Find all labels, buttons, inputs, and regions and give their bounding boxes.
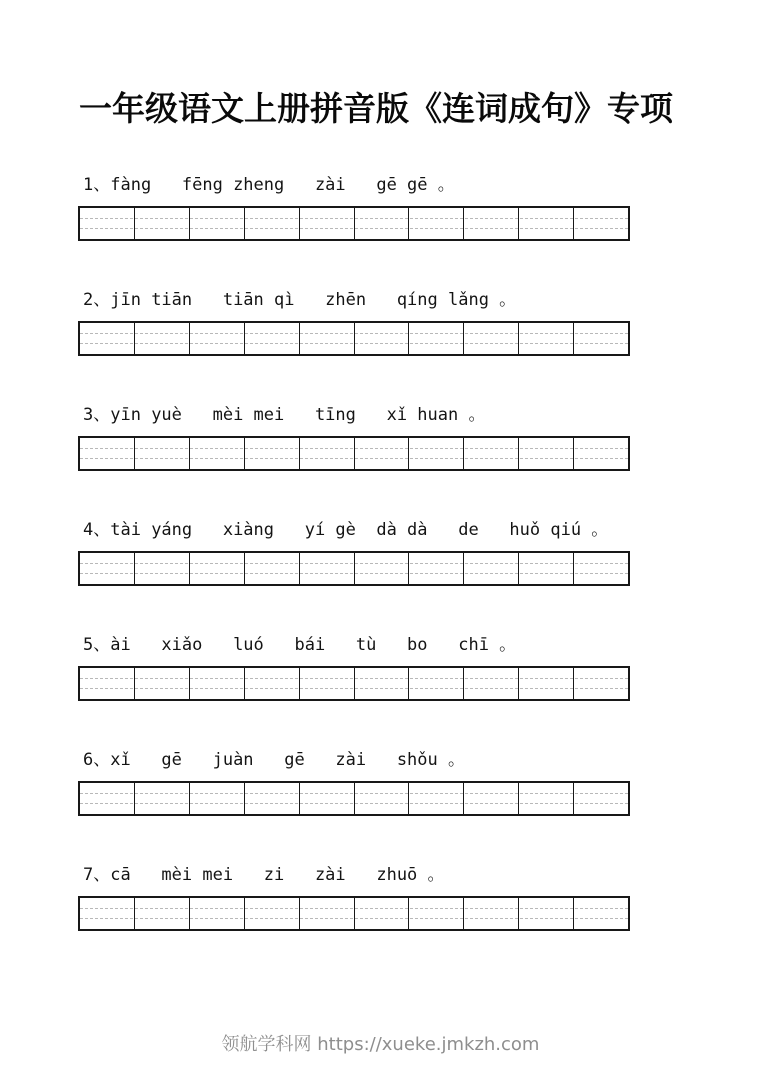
grid-cell[interactable]	[519, 668, 574, 699]
grid-cell[interactable]	[409, 208, 464, 239]
writing-grid	[78, 321, 630, 356]
grid-cell[interactable]	[190, 438, 245, 469]
exercise-pinyin: xǐ gē juàn gē zài shǒu 。	[110, 750, 466, 770]
grid-cell[interactable]	[409, 438, 464, 469]
exercise-sentence	[78, 860, 630, 890]
grid-cell[interactable]	[464, 208, 519, 239]
exercise-number: 5、	[83, 635, 111, 655]
grid-cell[interactable]	[464, 323, 519, 354]
grid-cell[interactable]	[574, 323, 628, 354]
grid-cell[interactable]	[245, 898, 300, 929]
grid-cell[interactable]	[190, 208, 245, 239]
grid-cell[interactable]	[519, 783, 574, 814]
grid-cell[interactable]	[464, 898, 519, 929]
exercise-pinyin: cā mèi mei zi zài zhuō 。	[110, 865, 445, 885]
grid-cell[interactable]	[300, 783, 355, 814]
grid-cell[interactable]	[190, 668, 245, 699]
exercise-row	[78, 515, 630, 586]
grid-cell[interactable]	[355, 898, 410, 929]
grid-cell[interactable]	[80, 668, 135, 699]
grid-cell[interactable]	[190, 323, 245, 354]
grid-cell[interactable]	[80, 323, 135, 354]
grid-cell[interactable]	[135, 668, 190, 699]
grid-cell[interactable]	[190, 783, 245, 814]
exercise-pinyin: jīn tiān tiān qì zhēn qíng lǎng 。	[110, 290, 517, 310]
exercise-sentence	[78, 400, 630, 430]
grid-cell[interactable]	[409, 898, 464, 929]
grid-cell[interactable]	[464, 783, 519, 814]
writing-grid	[78, 896, 630, 931]
exercise-number: 3、	[83, 405, 111, 425]
grid-cell[interactable]	[519, 323, 574, 354]
grid-cell[interactable]	[574, 668, 628, 699]
grid-cells	[80, 898, 628, 929]
grid-cell[interactable]	[464, 438, 519, 469]
exercise-row	[78, 745, 630, 816]
grid-cell[interactable]	[574, 438, 628, 469]
grid-cell[interactable]	[190, 553, 245, 584]
grid-cell[interactable]	[80, 208, 135, 239]
grid-cell[interactable]	[574, 208, 628, 239]
grid-cell[interactable]	[245, 553, 300, 584]
grid-cell[interactable]	[245, 438, 300, 469]
grid-cell[interactable]	[355, 438, 410, 469]
grid-cell[interactable]	[409, 783, 464, 814]
grid-cell[interactable]	[574, 553, 628, 584]
grid-cell[interactable]	[355, 208, 410, 239]
exercise-row	[78, 170, 630, 241]
exercise-number: 6、	[83, 750, 111, 770]
grid-cell[interactable]	[135, 783, 190, 814]
grid-cell[interactable]	[355, 553, 410, 584]
grid-cell[interactable]	[519, 898, 574, 929]
exercise-sentence	[78, 630, 630, 660]
grid-cell[interactable]	[245, 323, 300, 354]
grid-cell[interactable]	[300, 898, 355, 929]
exercise-sentence	[78, 285, 630, 315]
grid-cell[interactable]	[409, 668, 464, 699]
writing-grid	[78, 436, 630, 471]
grid-cells	[80, 783, 628, 814]
grid-cell[interactable]	[519, 208, 574, 239]
grid-cell[interactable]	[135, 208, 190, 239]
writing-grid	[78, 781, 630, 816]
grid-cell[interactable]	[409, 323, 464, 354]
grid-cell[interactable]	[135, 438, 190, 469]
grid-cell[interactable]	[355, 323, 410, 354]
exercise-number: 2、	[83, 290, 111, 310]
grid-cell[interactable]	[245, 668, 300, 699]
grid-cell[interactable]	[80, 438, 135, 469]
grid-cell[interactable]	[245, 208, 300, 239]
grid-cell[interactable]	[80, 783, 135, 814]
writing-grid	[78, 666, 630, 701]
exercise-pinyin: ài xiǎo luó bái tù bo chī 。	[110, 635, 517, 655]
grid-cell[interactable]	[355, 668, 410, 699]
grid-cell[interactable]	[300, 208, 355, 239]
grid-cell[interactable]	[135, 898, 190, 929]
exercise-row	[78, 860, 630, 931]
grid-cell[interactable]	[464, 668, 519, 699]
exercise-row	[78, 400, 630, 471]
grid-cell[interactable]	[190, 898, 245, 929]
grid-cell[interactable]	[80, 898, 135, 929]
grid-cell[interactable]	[135, 553, 190, 584]
grid-cell[interactable]	[519, 553, 574, 584]
grid-cell[interactable]	[300, 323, 355, 354]
exercise-row	[78, 630, 630, 701]
grid-cells	[80, 208, 628, 239]
footer-credit	[0, 1030, 761, 1056]
grid-cells	[80, 438, 628, 469]
exercise-sentence	[78, 745, 630, 775]
page-title: 一年级语文上册拼音版《连词成句》专项	[79, 89, 673, 128]
grid-cell[interactable]	[574, 898, 628, 929]
grid-cell[interactable]	[519, 438, 574, 469]
grid-cell[interactable]	[80, 553, 135, 584]
exercise-number: 1、	[83, 175, 111, 195]
grid-cell[interactable]	[300, 438, 355, 469]
exercise-sentence	[78, 170, 630, 200]
grid-cell[interactable]	[300, 668, 355, 699]
exercise-pinyin: tài yáng xiàng yí gè dà dà de huǒ qiú 。	[110, 520, 609, 540]
grid-cell[interactable]	[355, 783, 410, 814]
grid-cells	[80, 323, 628, 354]
grid-cell[interactable]	[574, 783, 628, 814]
writing-grid	[78, 551, 630, 586]
grid-cell[interactable]	[245, 783, 300, 814]
grid-cells	[80, 553, 628, 584]
exercise-number: 7、	[83, 865, 111, 885]
grid-cell[interactable]	[464, 553, 519, 584]
writing-grid	[78, 206, 630, 241]
footer-site-name: 领航学科网	[221, 1034, 312, 1055]
exercise-pinyin: yīn yuè mèi mei tīng xǐ huan 。	[110, 405, 486, 425]
grid-cell[interactable]	[135, 323, 190, 354]
exercise-number: 4、	[83, 520, 111, 540]
exercise-sentence	[78, 515, 630, 545]
footer-url[interactable]: https://xueke.jmkzh.com	[317, 1034, 540, 1055]
exercise-row	[78, 285, 630, 356]
grid-cell[interactable]	[300, 553, 355, 584]
exercise-pinyin: fàng fēng zheng zài gē gē 。	[110, 175, 455, 195]
grid-cells	[80, 668, 628, 699]
grid-cell[interactable]	[409, 553, 464, 584]
